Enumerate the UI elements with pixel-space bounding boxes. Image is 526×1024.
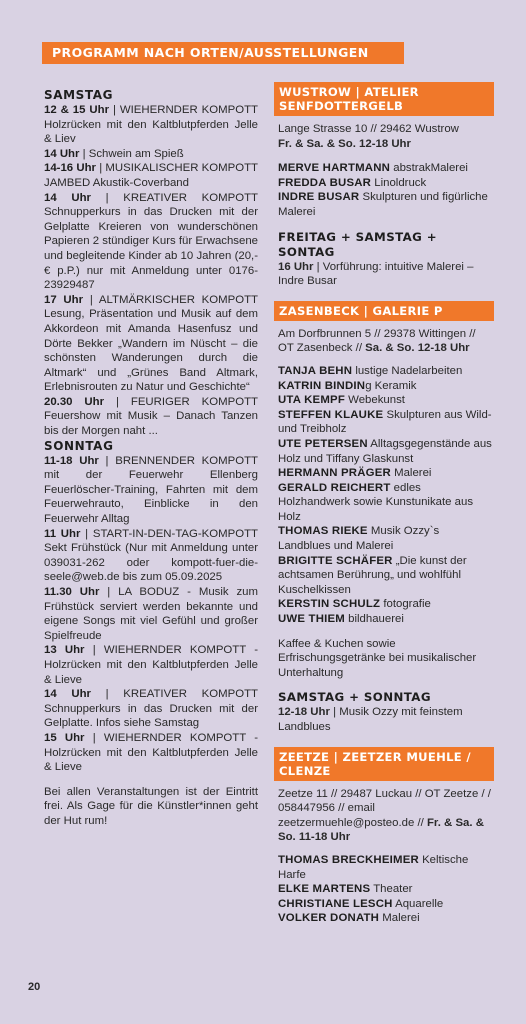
entry-text: | ALTMÄRKISCHER KOMPOTT Lesung, Präsentation und Musik auf dem Akkordeon mit Amanda Hasenfusz und Dörte Bekker „Wandern im Nüscht – die schönsten Wanderungen durch die Altmark“ und „Grünes Band Altmark, Erlebnisrouten zu Natur und Geschichte“ [44, 293, 259, 394]
entry-text: | WIEHERNDER KOMPOTT - Holzrücken mit den Kaltblutpferden Jelle & Lieve [44, 644, 258, 686]
artist-work: Alltagsgegenstände aus Holz und Tiffany Glaskunst [278, 437, 492, 465]
opening-hours: Fr. & Sa. & So. 12-18 Uhr [278, 137, 411, 150]
program-entry [44, 527, 258, 585]
artist-entry [278, 882, 494, 897]
entry-time: 13 Uhr [44, 644, 85, 657]
entry-text: | WIEHERNDER KOMPOTT - Holzrücken mit den Kaltblutpferden Jelle & Lieve [44, 731, 258, 774]
artist-name: GERALD REICHERT [278, 481, 391, 494]
artist-entry [278, 853, 494, 882]
artist-work: Keltische Harfe [278, 853, 469, 881]
entry-time: 14-16 Uhr [44, 162, 96, 175]
entry-text: | FEURIGER KOMPOTT Feuershow mit Musik – Danach Tanzen bis der Morgen naht ... [44, 395, 258, 438]
saturday-entries [44, 103, 258, 439]
artist-name: STEFFEN KLAUKE [278, 408, 384, 421]
artist-entry [278, 393, 494, 408]
artist-list [278, 853, 494, 926]
location-zeetze [278, 747, 494, 926]
entry-text: | KREATIVER KOMPOTT Schnupperkurs in das Drucken mit der Gelplatte. Infos siehe Samstag [44, 688, 258, 730]
artist-name: KERSTIN SCHULZ [278, 598, 381, 611]
artist-name: UWE THIEM [278, 613, 345, 626]
artist-work: Musik Ozzy`s Landblues und Malerei [278, 525, 440, 553]
artist-work: abstrakMalerei [390, 162, 468, 175]
entry-text: | KREATIVER KOMPOTT Schnupperkurs in das Drucken mit der Gelplatte Kreieren von wunderschönen Papieren 2 stündiger Kurs für Erwachsene und begleitende Kinder ab 10 Jahren (20,-€ p.P.) nur mit Anmeldung unter 0176-23929487 [44, 191, 259, 292]
program-column [44, 88, 258, 829]
location-title: ZASENBECK | GALERIE P [274, 301, 494, 321]
artist-work: Webekunst [344, 394, 405, 407]
location-title: ZEETZE | ZEETZER MUEHLE / CLENZE [274, 747, 494, 781]
artist-entry [278, 364, 494, 379]
artist-work: bildhauerei [344, 613, 404, 626]
program-entry [44, 161, 258, 190]
artist-work: Skulpturen und figürliche Malerei [278, 191, 488, 218]
page-number: 20 [28, 981, 41, 993]
artist-work: lustige Nadelarbeiten [352, 364, 463, 377]
artist-entry [278, 408, 494, 437]
entry-time: 11.30 Uhr [44, 586, 100, 598]
artist-work: edles Holzhandwerk sowie Kunstunikate aus Holz [278, 481, 474, 523]
entry-time: 11-18 Uhr [44, 454, 99, 467]
sunday-entries [44, 454, 258, 775]
artist-work: Skulpturen aus Wild- und Treibholz [278, 408, 492, 436]
event-entry: 16 Uhr | Vorführung: intuitive Malerei – Indre Busar [278, 260, 474, 288]
entry-text: | MUSIKALISCHER KOMPOTT JAMBED Akustik-Coverband [44, 162, 258, 189]
location-title: WUSTROW | ATELIER SENFDOTTERGELB [274, 82, 494, 116]
program-entry [44, 731, 258, 775]
artist-name: VOLKER DONATH [278, 912, 380, 925]
program-entry [44, 191, 258, 293]
artist-work: Aquarelle [392, 897, 444, 910]
artist-work: fotografie [380, 598, 431, 611]
entry-time: 11 Uhr [44, 527, 81, 540]
artist-name: BRIGITTE SCHÄFER [278, 554, 393, 567]
program-entry [44, 147, 258, 162]
artist-name: FREDDA BUSAR [278, 176, 372, 189]
program-entry [44, 293, 258, 395]
admission-note: Bei allen Veranstaltungen ist der Eintritt frei. Als Gage für die Künstler*innen geht der Hut rum! [44, 785, 258, 827]
artist-work: „Die kunst der achtsamen Berührung„ und wohlfühl Kuschelkissen [278, 554, 467, 596]
artist-entry [278, 554, 494, 598]
artist-name: UTA KEMPF [278, 394, 345, 407]
artist-list [278, 364, 494, 627]
artist-entry [278, 897, 494, 912]
artist-name: THOMAS RIEKE [278, 525, 368, 538]
artist-name: CHRISTIANE LESCH [278, 897, 393, 910]
locations-column [278, 82, 494, 926]
program-entry [44, 103, 258, 147]
artist-name: ELKE MARTENS [278, 883, 371, 896]
event-heading: FREITAG + SAMSTAG + SONTAG [278, 229, 438, 259]
artist-work: Theater [370, 883, 413, 896]
artist-work: Linoldruck [371, 176, 427, 189]
program-entry [44, 643, 258, 687]
artist-entry [278, 161, 494, 176]
artist-name: INDRE BUSAR [278, 191, 360, 204]
entry-text: | WIEHERNDER KOMPOTT Holzrücken mit den Kaltblutpferden Jelle & Liev [44, 104, 258, 146]
program-entry [44, 585, 258, 643]
entry-time: 14 Uhr [44, 147, 80, 160]
artist-name: THOMAS BRECKHEIMER [278, 853, 419, 866]
event-heading: SAMSTAG + SONNTAG [278, 690, 431, 705]
artist-work: Malerei [379, 912, 420, 925]
artist-entry [278, 612, 494, 627]
artist-name: UTE PETERSEN [278, 437, 368, 450]
location-address: Lange Strasse 10 // 29462 Wustrow Fr. & Sa. & So. 12-18 Uhr [278, 123, 459, 150]
entry-time: 14 Uhr [44, 191, 91, 204]
artist-entry [278, 524, 494, 553]
program-entry [44, 454, 258, 527]
section-banner: PROGRAMM NACH ORTEN/AUSSTELLUNGEN [42, 42, 404, 64]
artist-entry [278, 911, 494, 926]
entry-text: | Schwein am Spieß [79, 147, 184, 160]
artist-entry [278, 481, 494, 525]
program-entry [44, 395, 258, 439]
entry-time: 14 Uhr [44, 688, 91, 701]
artist-entry [278, 597, 494, 612]
artist-entry [278, 176, 494, 191]
opening-hours: Fr. & Sa. & So. 11-18 Uhr [278, 816, 484, 844]
catering-note: Kaffee & Kuchen sowie Erfrischungsgetränke bei musikalischer Unterhaltung [278, 637, 477, 679]
artist-name: HERMANN PRÄGER [278, 467, 391, 480]
location-zasenbeck [278, 301, 494, 735]
artist-list [278, 161, 494, 219]
artist-entry [278, 437, 494, 466]
artist-entry [278, 379, 494, 394]
day-heading-sunday: SONNTAG [44, 438, 114, 453]
location-wustrow [278, 82, 494, 289]
artist-entry [278, 190, 494, 219]
entry-time: 17 Uhr [44, 293, 84, 306]
day-heading-saturday: SAMSTAG [44, 88, 114, 102]
entry-time: 20.30 Uhr [44, 395, 105, 408]
program-entry [44, 687, 258, 731]
artist-work: g Keramik [365, 379, 417, 392]
artist-name: KATRIN BINDIN [278, 379, 366, 392]
artist-entry [278, 466, 494, 481]
artist-name: TANJA BEHN [278, 364, 353, 377]
artist-work: Malerei [390, 467, 432, 480]
entry-time: 12 & 15 Uhr [44, 104, 110, 116]
opening-hours: Sa. & So. 12-18 Uhr [365, 342, 470, 355]
entry-text: | LA BODUZ - Musik zum Frühstück serviert werden bekannte und eigene Songs mit viel Gefühl und großer Spielfreude [44, 586, 258, 642]
entry-text: | BRENNENDER KOMPOTT mit der Feuerwehr Ellenberg Feuerlöscher-Training, Fahrten mit dem Feuerwehrauto, Einblicke in den Feuerwehr Alltag [44, 454, 258, 526]
entry-text: | START-IN-DEN-TAG-KOMPOTT Sekt Frühstück (Nur mit Anmeldung unter 039031-262 oder kompott-fuer-die-seele@web.de bis zum 05.09.2025 [44, 527, 258, 584]
entry-time: 15 Uhr [44, 731, 85, 744]
location-address: Zeetze 11 // 29487 Luckau // OT Zeetze / / 058447956 // email zeetzermuehle@posteo.de // Fr. & Sa. & So. 11-18 Uhr [278, 787, 491, 844]
location-address: Am Dorfbrunnen 5 // 29378 Wittingen // OT Zasenbeck // Sa. & So. 12-18 Uhr [278, 327, 476, 355]
event-entry: 12-18 Uhr | Musik Ozzy mit feinstem Landblues [278, 706, 463, 733]
artist-name: MERVE HARTMANN [278, 162, 391, 175]
